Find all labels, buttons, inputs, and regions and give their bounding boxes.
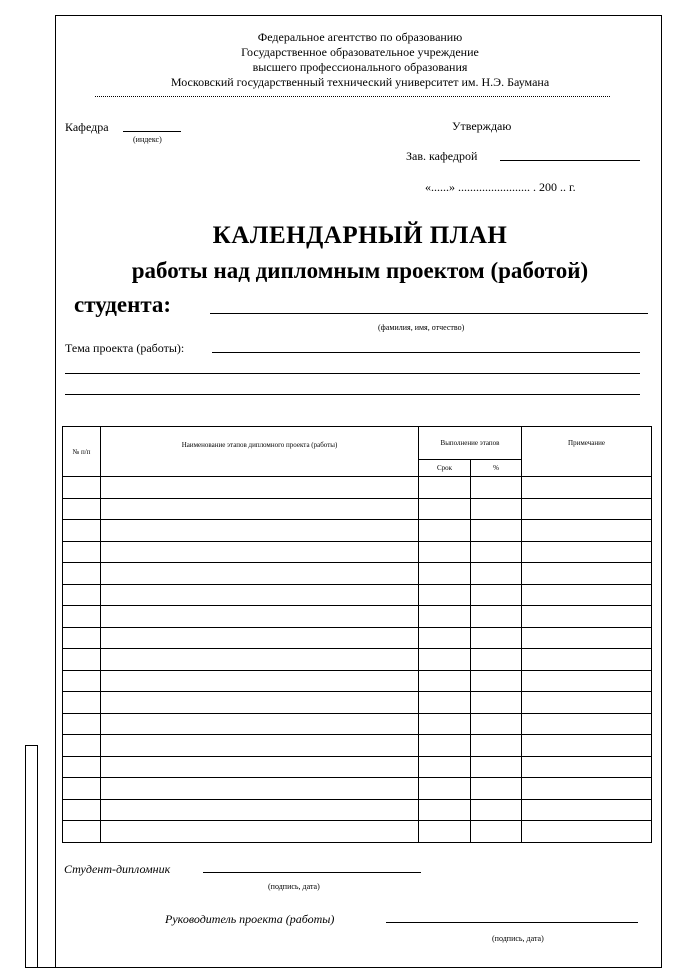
binding-strip-inner xyxy=(37,745,38,967)
cell-stage[interactable] xyxy=(101,498,419,520)
cell-stage[interactable] xyxy=(101,670,419,692)
cell-stage[interactable] xyxy=(101,821,419,843)
cell-stage[interactable] xyxy=(101,649,419,671)
cell-term[interactable] xyxy=(419,735,471,757)
cell-note[interactable] xyxy=(522,756,652,778)
cell-num[interactable] xyxy=(63,498,101,520)
cell-stage[interactable] xyxy=(101,541,419,563)
cell-num[interactable] xyxy=(63,477,101,499)
cell-note[interactable] xyxy=(522,670,652,692)
cell-term[interactable] xyxy=(419,670,471,692)
page-frame-top xyxy=(55,15,662,16)
header-line-2: Государственное образовательное учреждение xyxy=(241,45,479,59)
kafedra-field[interactable] xyxy=(123,131,181,132)
header-percent: % xyxy=(471,460,522,477)
table-row xyxy=(63,606,652,628)
cell-percent[interactable] xyxy=(471,821,522,843)
document-title: КАЛЕНДАРНЫЙ ПЛАН xyxy=(212,222,508,249)
cell-num[interactable] xyxy=(63,692,101,714)
kafedra-index-caption: (индекс) xyxy=(133,135,162,144)
cell-percent[interactable] xyxy=(471,778,522,800)
cell-num[interactable] xyxy=(63,584,101,606)
cell-percent[interactable] xyxy=(471,756,522,778)
cell-term[interactable] xyxy=(419,649,471,671)
student-name-field[interactable] xyxy=(210,313,648,314)
binding-strip-top xyxy=(25,745,37,746)
cell-num[interactable] xyxy=(63,799,101,821)
cell-percent[interactable] xyxy=(471,713,522,735)
supervisor-signature-label: Руководитель проекта (работы) xyxy=(165,912,335,926)
supervisor-signature-caption: (подпись, дата) xyxy=(492,934,544,943)
table-row xyxy=(63,778,652,800)
cell-term[interactable] xyxy=(419,520,471,542)
cell-note[interactable] xyxy=(522,584,652,606)
cell-percent[interactable] xyxy=(471,520,522,542)
cell-note[interactable] xyxy=(522,606,652,628)
cell-percent[interactable] xyxy=(471,670,522,692)
cell-percent[interactable] xyxy=(471,541,522,563)
supervisor-signature-field[interactable] xyxy=(386,922,638,923)
table-row xyxy=(63,627,652,649)
cell-term[interactable] xyxy=(419,821,471,843)
cell-note[interactable] xyxy=(522,477,652,499)
cell-term[interactable] xyxy=(419,627,471,649)
cell-note[interactable] xyxy=(522,649,652,671)
header-line-4: Московский государственный технический университет им. Н.Э. Баумана xyxy=(170,75,550,89)
cell-num[interactable] xyxy=(63,713,101,735)
topic-field-line-3[interactable] xyxy=(65,394,640,395)
header-term: Срок xyxy=(419,460,471,477)
cell-num[interactable] xyxy=(63,541,101,563)
header-execution: Выполнение этапов xyxy=(419,427,522,460)
header-note: Примечание xyxy=(522,427,652,477)
cell-term[interactable] xyxy=(419,477,471,499)
cell-stage[interactable] xyxy=(101,563,419,585)
cell-stage[interactable] xyxy=(101,799,419,821)
cell-num[interactable] xyxy=(63,520,101,542)
institution-header xyxy=(60,30,660,90)
cell-stage[interactable] xyxy=(101,477,419,499)
table-row xyxy=(63,670,652,692)
table-row xyxy=(63,735,652,757)
table-row xyxy=(63,498,652,520)
kafedra-label: Кафедра xyxy=(65,120,109,134)
cell-num[interactable] xyxy=(63,735,101,757)
cell-note[interactable] xyxy=(522,498,652,520)
cell-stage[interactable] xyxy=(101,584,419,606)
cell-num[interactable] xyxy=(63,563,101,585)
header-line-3: высшего профессионального образования xyxy=(252,60,468,74)
cell-note[interactable] xyxy=(522,520,652,542)
table-row xyxy=(63,563,652,585)
table-row xyxy=(63,584,652,606)
cell-percent[interactable] xyxy=(471,627,522,649)
cell-note[interactable] xyxy=(522,692,652,714)
cell-term[interactable] xyxy=(419,756,471,778)
cell-stage[interactable] xyxy=(101,606,419,628)
cell-percent[interactable] xyxy=(471,584,522,606)
cell-note[interactable] xyxy=(522,541,652,563)
table-row xyxy=(63,649,652,671)
cell-term[interactable] xyxy=(419,713,471,735)
cell-note[interactable] xyxy=(522,778,652,800)
topic-label: Тема проекта (работы): xyxy=(65,341,185,355)
header-num: № п/п xyxy=(63,427,101,477)
cell-percent[interactable] xyxy=(471,563,522,585)
cell-term[interactable] xyxy=(419,799,471,821)
cell-num[interactable] xyxy=(63,778,101,800)
cell-stage[interactable] xyxy=(101,692,419,714)
approve-label: Утверждаю xyxy=(452,119,512,133)
cell-percent[interactable] xyxy=(471,606,522,628)
cell-num[interactable] xyxy=(63,756,101,778)
cell-percent[interactable] xyxy=(471,477,522,499)
cell-note[interactable] xyxy=(522,713,652,735)
student-signature-label: Студент-дипломник xyxy=(64,862,171,876)
cell-num[interactable] xyxy=(63,670,101,692)
table-row xyxy=(63,799,652,821)
cell-note[interactable] xyxy=(522,563,652,585)
cell-stage[interactable] xyxy=(101,627,419,649)
topic-field-line-1[interactable] xyxy=(212,352,640,353)
cell-stage[interactable] xyxy=(101,778,419,800)
student-signature-caption: (подпись, дата) xyxy=(268,882,320,891)
calendar-plan-table xyxy=(62,426,652,843)
cell-percent[interactable] xyxy=(471,498,522,520)
document-subtitle: работы над дипломным проектом (работой) xyxy=(131,258,589,283)
student-signature-field[interactable] xyxy=(203,872,421,873)
cell-term[interactable] xyxy=(419,584,471,606)
cell-num[interactable] xyxy=(63,627,101,649)
approve-date-line[interactable]: «......» ........................ . 200 .. г. xyxy=(425,180,576,194)
cell-term[interactable] xyxy=(419,692,471,714)
cell-term[interactable] xyxy=(419,563,471,585)
header-stage: Наименование этапов дипломного проекта (работы) xyxy=(101,427,419,477)
student-label: студента: xyxy=(74,292,172,317)
table-row xyxy=(63,477,652,499)
cell-term[interactable] xyxy=(419,778,471,800)
page-frame-bottom xyxy=(25,967,662,968)
table-row xyxy=(63,692,652,714)
cell-percent[interactable] xyxy=(471,799,522,821)
header-line-1: Федеральное агентство по образованию xyxy=(257,30,463,44)
cell-note[interactable] xyxy=(522,799,652,821)
binding-strip-left xyxy=(25,745,26,967)
cell-percent[interactable] xyxy=(471,692,522,714)
cell-note[interactable] xyxy=(522,821,652,843)
head-of-department-label: Зав. кафедрой xyxy=(406,149,478,163)
cell-note[interactable] xyxy=(522,627,652,649)
table-row xyxy=(63,821,652,843)
cell-stage[interactable] xyxy=(101,756,419,778)
cell-percent[interactable] xyxy=(471,735,522,757)
cell-term[interactable] xyxy=(419,541,471,563)
header-divider xyxy=(95,96,610,97)
cell-num[interactable] xyxy=(63,649,101,671)
cell-term[interactable] xyxy=(419,606,471,628)
page-frame-left xyxy=(55,15,56,967)
cell-stage[interactable] xyxy=(101,713,419,735)
cell-percent[interactable] xyxy=(471,649,522,671)
table-row xyxy=(63,541,652,563)
cell-num[interactable] xyxy=(63,821,101,843)
table-row xyxy=(63,756,652,778)
page-frame-right xyxy=(661,15,662,967)
table-row xyxy=(63,713,652,735)
cell-stage[interactable] xyxy=(101,520,419,542)
head-signature-field[interactable] xyxy=(500,160,640,161)
cell-stage[interactable] xyxy=(101,735,419,757)
cell-num[interactable] xyxy=(63,606,101,628)
topic-field-line-2[interactable] xyxy=(65,373,640,374)
table-row xyxy=(63,520,652,542)
cell-note[interactable] xyxy=(522,735,652,757)
student-name-caption: (фамилия, имя, отчество) xyxy=(378,323,465,332)
cell-term[interactable] xyxy=(419,498,471,520)
